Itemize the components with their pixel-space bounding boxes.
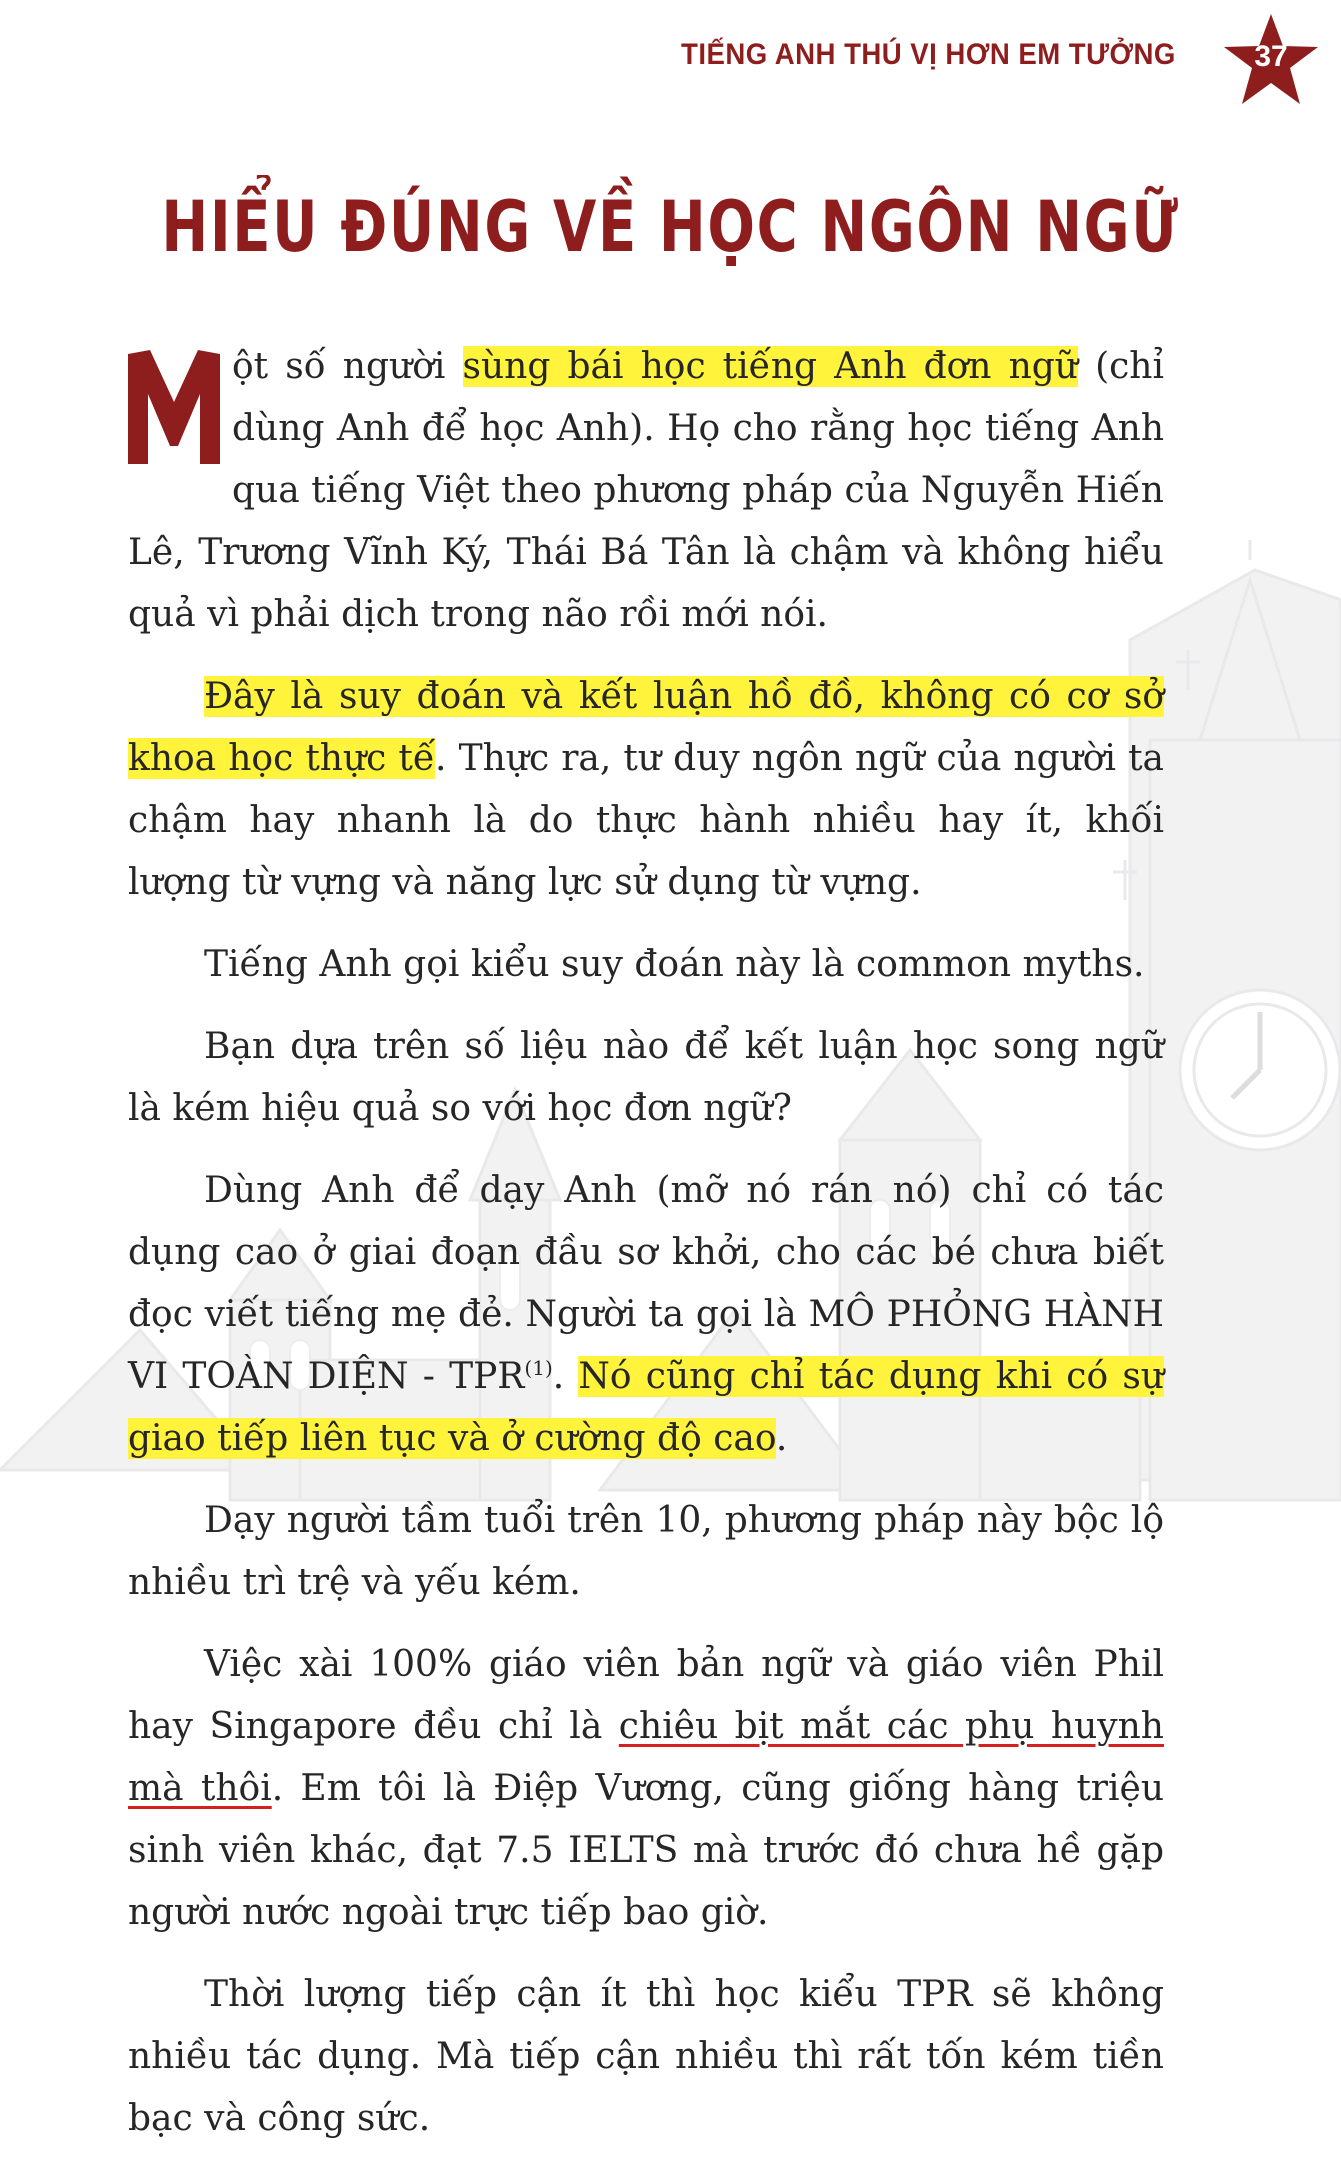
paragraph-3: Tiếng Anh gọi kiểu suy đoán này là common myths. xyxy=(204,944,1145,985)
body-text xyxy=(128,336,1164,2170)
chapter-title: HIỂU ĐÚNG VỀ HỌC NGÔN NGỮ xyxy=(161,186,1180,268)
paragraph-7: Việc xài 100% giáo viên bản ngữ và giáo viên Phil hay Singapore đều chỉ là chiêu bịt mắt các phụ huynh mà thôi. Em tôi là Điệp Vương, cũng giống hàng triệu sinh viên khác, đạt 7.5 IELTS mà trước đó chưa hề gặp người nước ngoài trực tiếp bao giờ. xyxy=(128,1644,1164,1933)
paragraph-4: Bạn dựa trên số liệu nào để kết luận học song ngữ là kém hiệu quả so với học đơn ngữ? xyxy=(128,1026,1164,1129)
paragraph-5: Dùng Anh để dạy Anh (mỡ nó rán nó) chỉ có tác dụng cao ở giai đoạn đầu sơ khởi, cho các bé chưa biết đọc viết tiếng mẹ đẻ. Người ta gọi là MÔ PHỎNG HÀNH VI TOÀN DIỆN - TPR$^{(1)}$. Nó cũng chỉ tác dụng khi có sự giao tiếp liên tục và ở cường độ cao. xyxy=(128,1170,1165,1459)
drop-cap-m xyxy=(128,346,220,466)
page-number: 37 xyxy=(1254,40,1288,73)
paragraph-8: Thời lượng tiếp cận ít thì học kiểu TPR sẽ không nhiều tác dụng. Mà tiếp cận nhiều thì rất tốn kém tiền bạc và công sức. xyxy=(128,1974,1164,2139)
footnote-marker: (1) xyxy=(524,1356,553,1380)
running-header-title: TIẾNG ANH THÚ VỊ HƠN EM TƯỞNG xyxy=(681,38,1176,71)
highlight-text: sùng bái học tiếng Anh đơn ngữ xyxy=(462,346,1078,387)
paragraph-1: ột số người sùng bái học tiếng Anh đơn ngữ (chỉ dùng Anh để học Anh). Họ cho rằng học tiếng Anh qua tiếng Việt theo phương pháp của Nguyễn Hiến Lê, Trương Vĩnh Ký, Thái Bá Tân là chậm và không hiểu quả vì phải dịch trong não rồi mới nói. xyxy=(128,346,1164,635)
paragraph-2: Đây là suy đoán và kết luận hồ đồ, không có cơ sở khoa học thực tế. Thực ra, tư duy ngôn ngữ của người ta chậm hay nhanh là do thực hành nhiều hay ít, khối lượng từ vựng và năng lực sử dụng từ vựng. xyxy=(128,676,1164,903)
highlight-text: Nó cũng chỉ tác dụng khi có sự giao tiếp liên tục và ở cường độ cao xyxy=(128,1356,1165,1459)
highlight-text: Đây là suy đoán và kết luận hồ đồ, không có cơ sở khoa học thực tế xyxy=(128,676,1164,779)
paragraph-6: Dạy người tầm tuổi trên 10, phương pháp này bộc lộ nhiều trì trệ và yếu kém. xyxy=(128,1500,1164,1603)
underlined-text: chiêu bịt mắt các phụ huynh mà thôi xyxy=(128,1706,1164,1809)
